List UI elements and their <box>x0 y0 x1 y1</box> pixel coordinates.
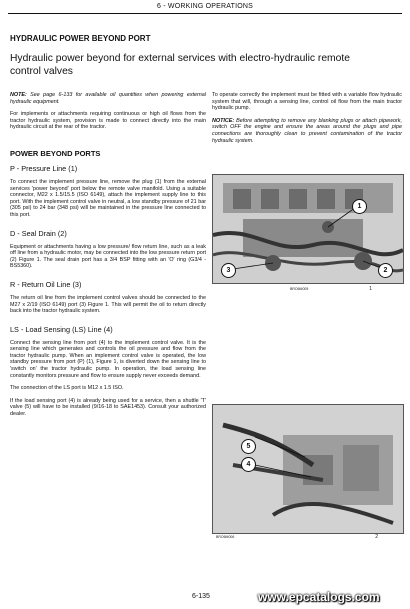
ports-heading: POWER BEYOND PORTS <box>10 148 101 158</box>
header-rule <box>8 13 402 14</box>
ls-text: Connect the sensing line from port (4) to the implement control valve. It is the sensing line which generates and controls the oil pressure and flow from the tractor hydraulic pump. When an implement control valve is operated, the low standby pressure from port (P) (1), Figure 1, is diverted down the sensing line to 'switch on' the tractor hydraulic pump. In operation, the load sensing line constantly monitors pressure and flow to ensure supply never exceeds demand. <box>10 339 206 379</box>
left-column <box>10 92 206 424</box>
right-intro: To operate correctly the implement must be fitted with a variable flow hydraulic system that will, through a sensing line, control oil flow from the main tractor hydraulic pump. <box>212 92 402 112</box>
callout-1: 1 <box>352 199 367 214</box>
main-title: Hydraulic power beyond for external services with electro-hydraulic remote control valves <box>10 53 350 77</box>
callout-5: 5 <box>241 439 256 454</box>
notice-label: NOTICE: <box>212 117 235 124</box>
ls-heading: LS - Load Sensing (LS) Line (4) <box>10 324 113 334</box>
hydraulic-manifold-illustration <box>213 175 403 283</box>
figure-1-number: 1 <box>369 286 373 292</box>
note-paragraph <box>10 92 206 105</box>
d-text: Equipment or attachments having a low pressure/ flow return line, such as a leak off line from a hydraulic motor, may be connected into the low pressure return port (2) Figure 1. The seal drain port has a 3/4 BSP fitting with an 'O' ring (G3/4 -BS5360). <box>10 243 206 270</box>
d-heading: D - Seal Drain (2) <box>10 228 67 238</box>
note-label: NOTE: <box>10 92 27 98</box>
page-number: 6-135 <box>192 593 210 600</box>
ls-text-2: The connection of the LS port is M12 x 1.5 ISO. <box>10 385 124 392</box>
website-watermark: www.epcatalogs.com <box>258 590 380 604</box>
figure-2-number: 2 <box>375 534 379 540</box>
note-text: See page 6-133 for available oil quantities when powering external hydraulic equipment. <box>10 92 206 105</box>
callout-3: 3 <box>221 263 236 278</box>
callout-2: 2 <box>378 263 393 278</box>
figure-2-photo <box>212 404 404 534</box>
figure-1-photo <box>212 174 404 284</box>
notice-paragraph <box>212 118 402 144</box>
figure-2-caption-line <box>216 534 378 540</box>
page-header: 6 - WORKING OPERATIONS <box>156 3 254 10</box>
p-text: To connect the implement pressure line, remove the plug (1) from the external services 'power beyond' port below the remote valve manifold. Using a suitable connector, M22 x 1.5/15.5 (ISO 6149), attach the implement supply line to this port. With the implement control valve in neutral, a low standby pressure of 21 bar (305 psi) to 24 bar (348 psi) will be maintained in the pressure line connected to this port. <box>10 178 206 218</box>
callout-4: 4 <box>241 457 256 472</box>
figure-2-caption: BRO6M006 <box>216 535 235 539</box>
figure-1-caption: BRO6M005 <box>290 287 309 291</box>
figure-1-caption-line <box>290 286 372 292</box>
r-text: The return oil line from the implement control valves should be connected to the M27 x 2/19 (ISO 6149) port (3) Figure 1. This will permit the oil to return directly back into the tractor hydraulic system. <box>10 294 206 315</box>
section-title: HYDRAULIC POWER BEYOND PORT <box>10 34 151 43</box>
intro-paragraph: For implements or attachments requiring continuous or high oil flows from the tractor hydraulic system, provision is made to connect directly into the main hydraulic circuit at the rear of the tractor. <box>10 111 206 131</box>
p-heading: P - Pressure Line (1) <box>10 163 78 173</box>
right-column <box>212 92 402 150</box>
ls-text-3: If the load sensing port (4) is already being used for a service, then a shuttle 'T' valve (5) will have to be installed (9/16-18 to SAE1453). Consult your authorized dealer. <box>10 397 206 418</box>
r-heading: R - Return Oil Line (3) <box>10 279 82 289</box>
notice-text: Before attempting to remove any blanking plugs or attach pipework, switch OFF the engine and ensure the areas around the plugs and pipe connections are thoroughly clean to prevent contamination of the tractor hydraulic system. <box>212 117 402 144</box>
